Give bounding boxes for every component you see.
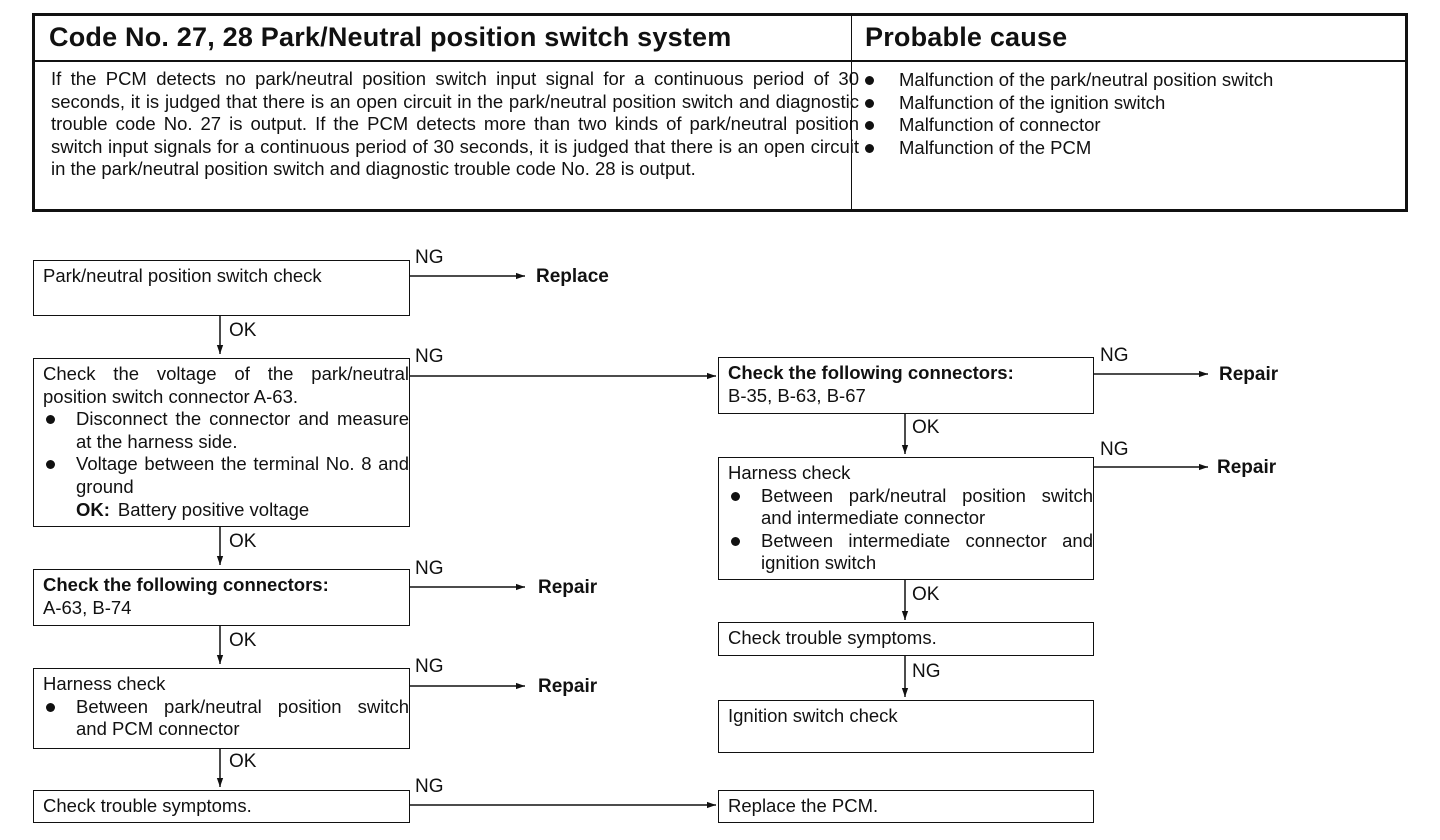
code-title: Code No. 27, 28 Park/Neutral position switch system (49, 22, 732, 52)
bullet-item: Voltage between the terminal No. 8 and ground (76, 453, 409, 497)
box-connectors-a63-b74 (33, 569, 410, 626)
box-title: Check the following connectors: (43, 574, 329, 595)
box-ignition-switch-check (718, 700, 1094, 753)
bullet-item: Between park/neutral position switch and PCM connector (76, 695, 409, 740)
result-repair: Repair (1217, 457, 1277, 478)
bullet-item: Disconnect the connector and measure at the harness side. (76, 408, 409, 452)
bullet-item: Between park/neutral position switch and intermediate connector (761, 484, 1093, 529)
probable-cause-title: Probable cause (865, 22, 1068, 52)
box-text: Replace the PCM. (728, 795, 879, 816)
result-repair: Repair (538, 676, 598, 697)
box-text: Check the voltage of the park/neutral position switch connector A-63. (43, 363, 409, 407)
cause-item: Malfunction of connector (865, 114, 1273, 137)
box-text: B-35, B-63, B-67 (728, 384, 866, 406)
ng-label: NG (1100, 439, 1129, 460)
ng-label: NG (415, 346, 444, 367)
ng-label: NG (415, 558, 444, 579)
cause-item: Malfunction of the ignition switch (865, 92, 1273, 115)
ok-criteria (43, 499, 409, 522)
box-trouble-symptoms-left (33, 790, 410, 823)
cause-item: Malfunction of the PCM (865, 137, 1273, 160)
code-description: If the PCM detects no park/neutral position switch input signal for a continuous period of 30 seconds, it is judged that there is an open circuit in the park/neutral position switch and diagnostic trouble code No. 27 is output. If the PCM detects more than two kinds of park/neutral position switch input signals for a continuous period of 30 seconds, it is judged that there is an open circuit in the park/neutral position switch and diagnostic trouble code No. 28 is output. (51, 68, 859, 180)
box-bullets (728, 485, 1093, 575)
box-trouble-symptoms-right (718, 622, 1094, 656)
box-switch-check (33, 260, 410, 316)
ng-label: NG (415, 656, 444, 677)
box-text: Park/neutral position switch check (43, 265, 322, 286)
ng-label: NG (912, 661, 941, 682)
ok-label: OK: (76, 498, 110, 520)
ok-label: OK (229, 320, 257, 341)
ng-label: NG (1100, 345, 1129, 366)
ok-label: OK (912, 417, 940, 438)
box-text: Ignition switch check (728, 705, 898, 726)
ng-label: NG (415, 247, 444, 268)
ok-label: OK (229, 751, 257, 772)
ok-label: OK (229, 531, 257, 552)
box-title: Harness check (43, 673, 166, 694)
cause-item: Malfunction of the park/neutral position switch (865, 69, 1273, 92)
result-repair: Repair (1219, 364, 1279, 385)
ok-label: OK (229, 630, 257, 651)
box-text: Check trouble symptoms. (728, 627, 937, 648)
result-replace: Replace (536, 266, 609, 287)
box-replace-pcm (718, 790, 1094, 823)
ok-label: OK (912, 584, 940, 605)
box-title: Harness check (728, 462, 851, 483)
box-harness-check-ignition (718, 457, 1094, 580)
ng-label: NG (415, 776, 444, 797)
box-bullets (43, 696, 409, 741)
box-connectors-b35-b63-b67 (718, 357, 1094, 414)
box-text: Check trouble symptoms. (43, 795, 252, 816)
box-title: Check the following connectors: (728, 362, 1014, 383)
box-bullets (43, 408, 409, 498)
bullet-item: Between intermediate connector and ignition switch (761, 529, 1093, 574)
box-voltage-check (33, 358, 410, 527)
box-text: A-63, B-74 (43, 596, 132, 618)
result-repair: Repair (538, 577, 598, 598)
box-harness-check-pcm (33, 668, 410, 749)
ok-value: Battery positive voltage (117, 498, 310, 520)
